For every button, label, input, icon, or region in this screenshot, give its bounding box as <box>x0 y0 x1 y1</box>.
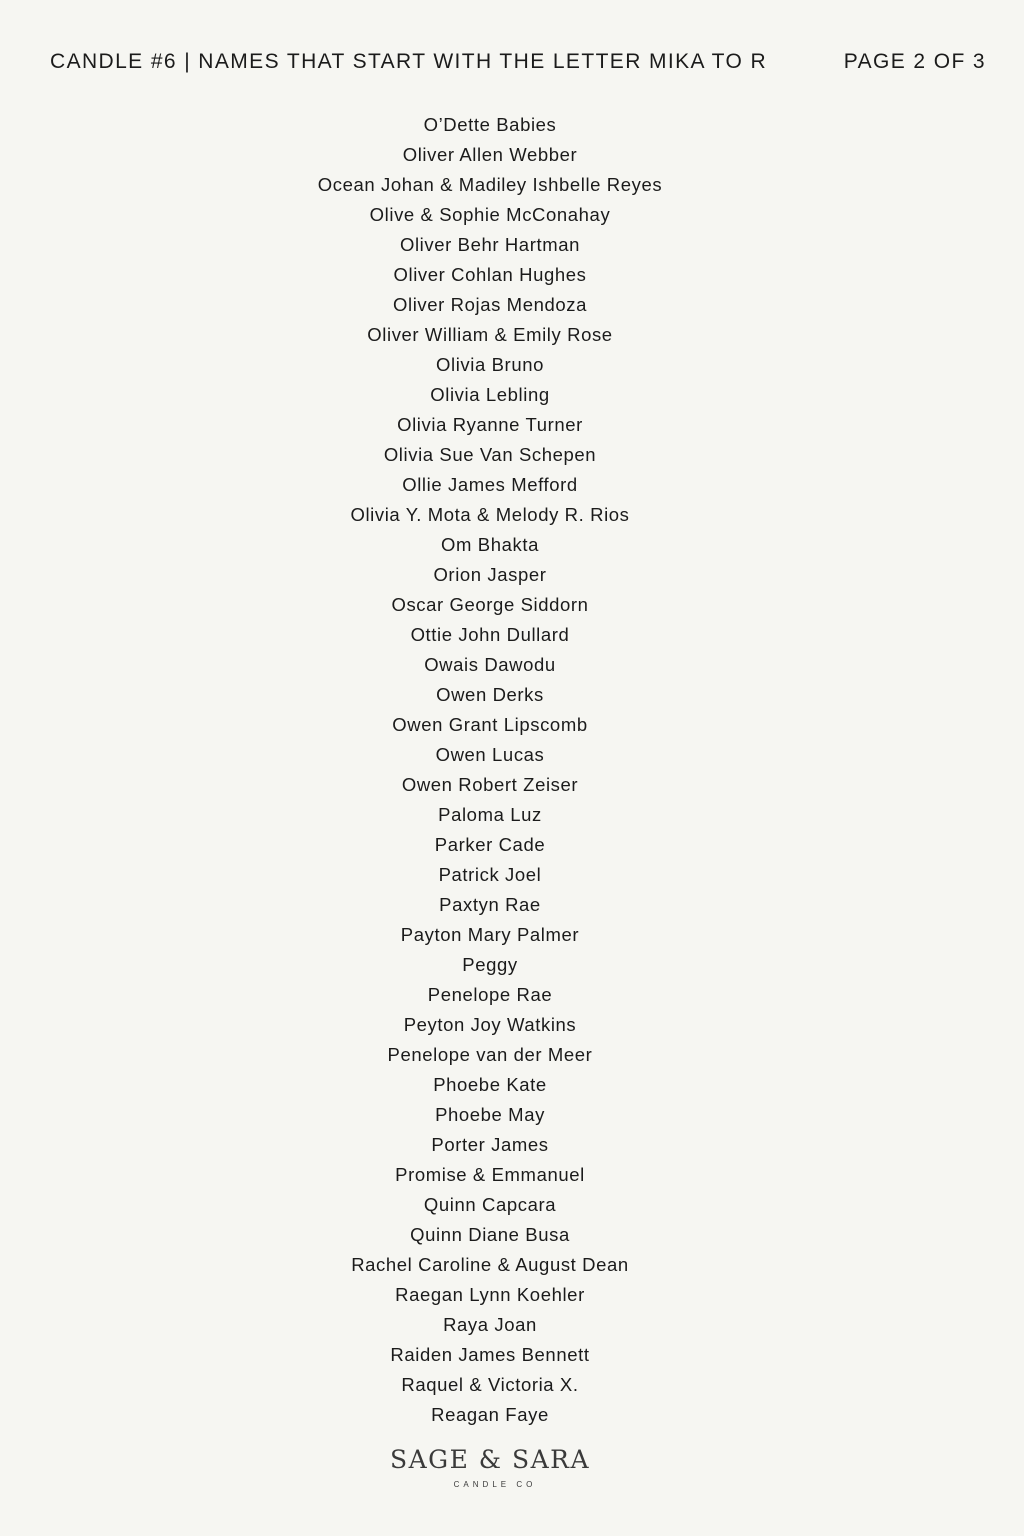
list-item: Olivia Ryanne Turner <box>397 414 583 435</box>
list-item: Paloma Luz <box>438 804 542 825</box>
page-number: PAGE 2 OF 3 <box>843 50 986 73</box>
page-header <box>50 48 986 76</box>
list-item: Penelope Rae <box>427 984 553 1005</box>
list-item: Orion Jasper <box>433 564 547 585</box>
list-item: Olivia Sue Van Schepen <box>383 444 597 465</box>
list-item: Promise & Emmanuel <box>395 1164 585 1185</box>
list-item: Raquel & Victoria X. <box>401 1374 579 1395</box>
list-item: Raegan Lynn Koehler <box>395 1284 585 1305</box>
list-item: Paxtyn Rae <box>439 894 541 915</box>
list-item: Oliver Behr Hartman <box>399 234 580 255</box>
list-item: Reagan Faye <box>431 1404 549 1425</box>
list-item: Quinn Diane Busa <box>410 1224 570 1245</box>
list-item: Phoebe May <box>435 1104 545 1125</box>
list-item: Penelope van der Meer <box>387 1044 593 1065</box>
list-item: Olive & Sophie McConahay <box>369 204 611 225</box>
list-item: Raya Joan <box>443 1314 537 1335</box>
names-list <box>0 110 980 1430</box>
brand-logo-subtitle: CANDLE CO <box>453 1480 537 1489</box>
list-item: Parker Cade <box>434 834 546 855</box>
list-item: Patrick Joel <box>438 864 542 885</box>
list-item: Peggy <box>462 954 518 975</box>
page-title: CANDLE #6 | NAMES THAT START WITH THE LETTER MIKA TO R <box>50 50 768 73</box>
list-item: Peyton Joy Watkins <box>403 1014 577 1035</box>
list-item: Olivia Y. Mota & Melody R. Rios <box>350 504 630 525</box>
brand-logo-wordmark: SAGE & SARA <box>389 1445 591 1474</box>
list-item: Oliver Cohlan Hughes <box>393 264 587 285</box>
list-item: Rachel Caroline & August Dean <box>351 1254 629 1275</box>
list-item: Ocean Johan & Madiley Ishbelle Reyes <box>317 174 663 195</box>
list-item: Owen Robert Zeiser <box>401 774 579 795</box>
list-item: Om Bhakta <box>441 534 539 555</box>
list-item: Payton Mary Palmer <box>400 924 580 945</box>
list-item: Oliver Rojas Mendoza <box>393 294 587 315</box>
list-item: Porter James <box>431 1134 549 1155</box>
list-item: Oscar George Siddorn <box>391 594 589 615</box>
brand-logo <box>0 1443 980 1491</box>
list-item: Phoebe Kate <box>433 1074 547 1095</box>
list-item: Olivia Lebling <box>430 384 550 405</box>
list-item: Oliver Allen Webber <box>402 144 578 165</box>
list-item: Owen Lucas <box>435 744 545 765</box>
list-item: Raiden James Bennett <box>390 1344 590 1365</box>
list-item: Owen Grant Lipscomb <box>392 714 588 735</box>
list-item: Ollie James Mefford <box>402 474 578 495</box>
list-item: Olivia Bruno <box>436 354 544 375</box>
list-item: Quinn Capcara <box>423 1194 557 1215</box>
list-item: Owais Dawodu <box>424 654 556 675</box>
list-item: Ottie John Dullard <box>410 624 570 645</box>
list-item: Oliver William & Emily Rose <box>367 324 613 345</box>
list-item: Owen Derks <box>436 684 544 705</box>
list-item: O’Dette Babies <box>423 114 557 135</box>
